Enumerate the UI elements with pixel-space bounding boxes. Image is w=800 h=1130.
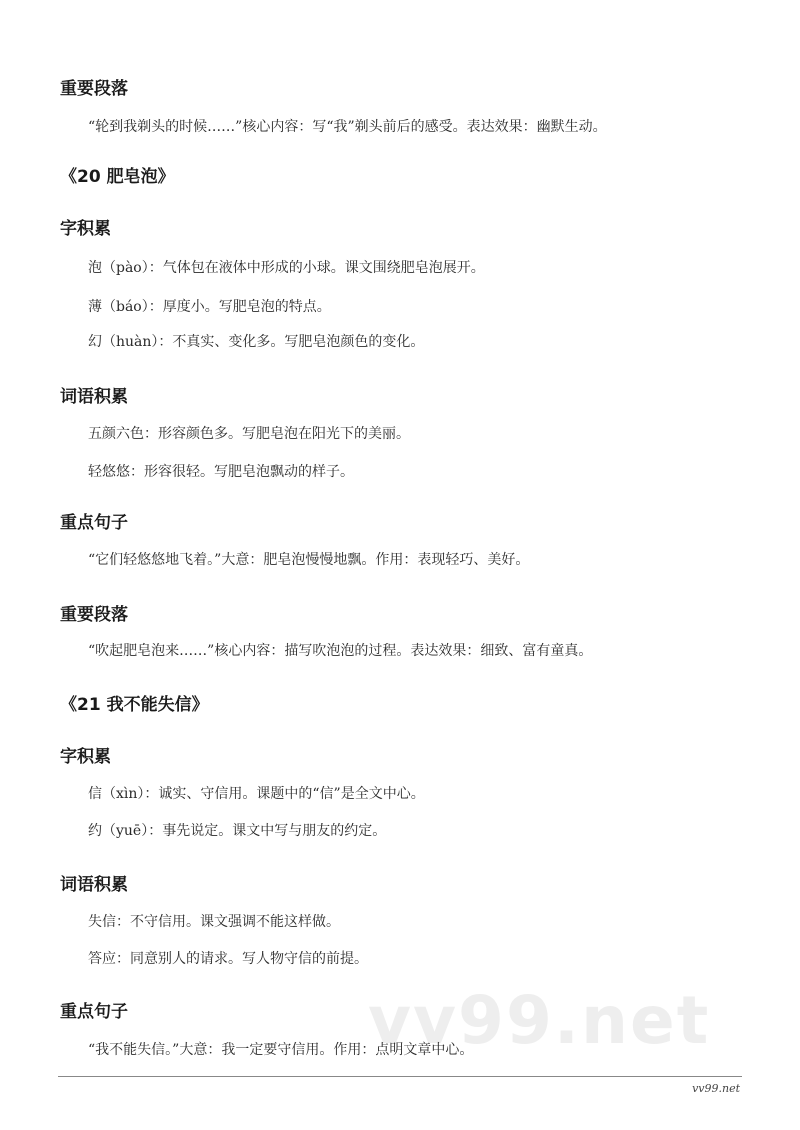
paragraph-line: “轮到我剃头的时候……”核心内容：写“我”剃头前后的感受。表达效果：幽默生动。 [88,119,607,135]
section-heading: 字积累 [60,747,111,767]
paragraph-line: “吹起肥皂泡来……”核心内容：描写吹泡泡的过程。表达效果：细致、富有童真。 [88,643,593,659]
lesson-title: 《21 我不能失信》 [60,695,209,715]
section-heading: 词语积累 [60,875,128,895]
paragraph-line: 轻悠悠：形容很轻。写肥皂泡飘动的样子。 [88,464,354,480]
section-heading: 重要段落 [60,605,128,625]
paragraph-line: 泡（pào）：气体包在液体中形成的小球。课文围绕肥皂泡展开。 [88,260,485,276]
paragraph-line: 失信：不守信用。课文强调不能这样做。 [88,914,340,930]
section-heading: 重点句子 [60,513,128,533]
paragraph-line: 约（yuē）：事先说定。课文中写与朋友的约定。 [88,823,387,839]
watermark: vv99.net [368,982,711,1059]
paragraph-line: 信（xìn）：诚实、守信用。课题中的“信”是全文中心。 [88,786,425,802]
paragraph-line: 答应：同意别人的请求。写人物守信的前提。 [88,951,368,967]
footer-site: vv99.net [692,1082,740,1095]
section-heading: 重点句子 [60,1002,128,1022]
section-heading: 词语积累 [60,387,128,407]
paragraph-line: “我不能失信。”大意：我一定要守信用。作用：点明文章中心。 [88,1042,474,1058]
paragraph-line: 幻（huàn）：不真实、变化多。写肥皂泡颜色的变化。 [88,334,425,350]
paragraph-line: 五颜六色：形容颜色多。写肥皂泡在阳光下的美丽。 [88,426,410,442]
section-heading: 重要段落 [60,79,128,99]
section-heading: 字积累 [60,219,111,239]
paragraph-line: 薄（báo）：厚度小。写肥皂泡的特点。 [88,299,331,315]
lesson-title: 《20 肥皂泡》 [60,167,175,187]
paragraph-line: “它们轻悠悠地飞着。”大意：肥皂泡慢慢地飘。作用：表现轻巧、美好。 [88,552,530,568]
footer-divider [58,1076,742,1077]
